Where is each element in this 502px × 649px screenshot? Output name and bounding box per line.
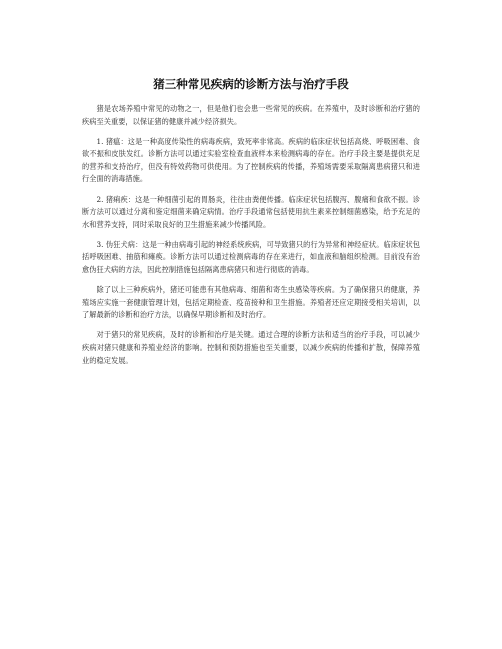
document-title: 猪三种常见疾病的诊断方法与治疗手段 [153, 77, 349, 91]
paragraph-pseudorabies: 3. 伪狂犬病：这是一种由病毒引起的神经系统疾病，可导致猪只的行为异常和神经症状。临床症状包括呼吸困难、抽筋和瘫痪。诊断方法可以通过检测病毒的存在来进行，如血液和脑组织检测。目前没有治愈伪狂犬病的方法，因此控制措施包括隔离患病猪只和进行彻底的消毒。 [82, 239, 420, 275]
paragraph-other-diseases: 除了以上三种疾病外，猪还可能患有其他病毒、细菌和寄生虫感染等疾病。为了确保猪只的健康，养殖场应实施一套健康管理计划，包括定期检查、疫苗接种和卫生措施。养殖者还应定期接受相关培训，以了解最新的诊断和治疗方法，以确保早期诊断和及时治疗。 [82, 285, 420, 320]
paragraph-swine-fever: 1. 猪瘟：这是一种高度传染性的病毒疾病，致死率非常高。疾病的临床症状包括高烧、呼吸困难、食欲不振和皮肤发红。诊断方法可以通过实验室检查血液样本来检测病毒的存在。治疗手段主要是提供充足的营养和支持治疗，但没有特效药物可供使用。为了控制疾病的传播，养殖场需要采取隔离患病猪只和进行全面的消毒措施。 [82, 136, 420, 184]
paragraph-intro: 猪是农场养殖中常见的动物之一，但是他们也会患一些常见的疾病。在养殖中，及时诊断和治疗猪的疾病至关重要，以保证猪的健康并减少经济损失。 [82, 104, 420, 126]
paragraph-swine-dysentery: 2. 猪痢疾：这是一种细菌引起的胃肠炎，往往由粪便传播。临床症状包括腹泻、腹痛和食欲不振。诊断方法可以通过分离和鉴定细菌来确定病情。治疗手段通常包括使用抗生素来控制细菌感染，给予充足的水和营养支持，同时采取良好的卫生措施来减少传播风险。 [82, 194, 420, 229]
paragraph-conclusion: 对于猪只的常见疾病，及时的诊断和治疗是关键。通过合理的诊断方法和适当的治疗手段，可以减少疾病对猪只健康和养殖业经济的影响。控制和预防措施也至关重要，以减少疾病的传播和扩散，保障养殖业的稳定发展。 [82, 330, 420, 365]
document-body [82, 103, 420, 375]
